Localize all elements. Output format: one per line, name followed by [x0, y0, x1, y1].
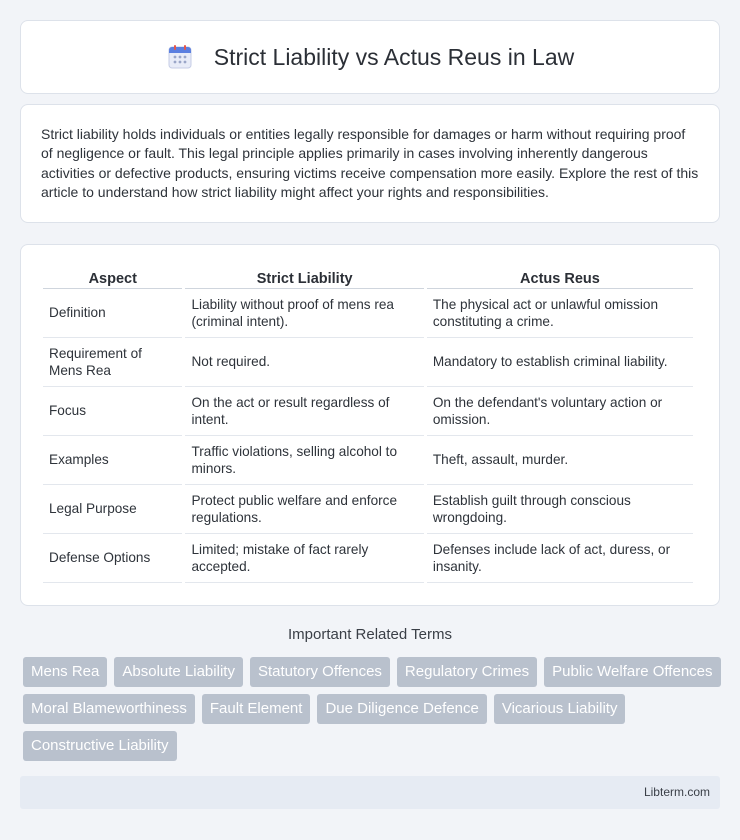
footer	[20, 776, 720, 809]
header-card	[20, 20, 720, 94]
row-strict-liability: Traffic violations, selling alcohol to minors.	[185, 436, 423, 485]
row-strict-liability: Limited; mistake of fact rarely accepted.	[185, 534, 423, 583]
header-actus-reus: Actus Reus	[427, 265, 693, 289]
term-tag[interactable]: Moral Blameworthiness	[23, 694, 195, 724]
term-tag[interactable]: Vicarious Liability	[494, 694, 626, 724]
term-tag[interactable]: Regulatory Crimes	[397, 657, 537, 687]
related-terms-title: Important Related Terms	[288, 626, 452, 643]
term-tag[interactable]: Statutory Offences	[250, 657, 390, 687]
table-row	[43, 485, 693, 534]
row-actus-reus: Defenses include lack of act, duress, or insanity.	[427, 534, 693, 583]
table-row	[43, 534, 693, 583]
table-header-row	[43, 265, 693, 289]
row-aspect: Legal Purpose	[43, 485, 182, 534]
row-aspect: Requirement of Mens Rea	[43, 338, 182, 387]
row-aspect: Focus	[43, 387, 182, 436]
row-actus-reus: The physical act or unlawful omission constituting a crime.	[427, 289, 693, 338]
row-aspect: Defense Options	[43, 534, 182, 583]
term-tag[interactable]: Public Welfare Offences	[544, 657, 720, 687]
row-strict-liability: Protect public welfare and enforce regulations.	[185, 485, 423, 534]
page-title: Strict Liability vs Actus Reus in Law	[213, 43, 575, 70]
row-actus-reus: On the defendant's voluntary action or omission.	[427, 387, 693, 436]
row-aspect: Definition	[43, 289, 182, 338]
row-strict-liability: Not required.	[185, 338, 423, 387]
calendar-icon	[166, 43, 194, 71]
table-row	[43, 338, 693, 387]
table-row	[43, 387, 693, 436]
related-terms-list	[23, 657, 723, 761]
term-tag[interactable]: Due Diligence Defence	[317, 694, 486, 724]
table-row	[43, 289, 693, 338]
row-aspect: Examples	[43, 436, 182, 485]
header-aspect: Aspect	[43, 265, 182, 289]
term-tag[interactable]: Mens Rea	[23, 657, 107, 687]
footer-site-link[interactable]: Libterm.com	[643, 785, 710, 799]
term-tag[interactable]: Fault Element	[202, 694, 311, 724]
term-tag[interactable]: Absolute Liability	[114, 657, 243, 687]
row-actus-reus: Theft, assault, murder.	[427, 436, 693, 485]
row-strict-liability: On the act or result regardless of intent.	[185, 387, 423, 436]
intro-card	[20, 104, 720, 223]
row-actus-reus: Mandatory to establish criminal liability.	[427, 338, 693, 387]
header-strict-liability: Strict Liability	[185, 265, 423, 289]
row-actus-reus: Establish guilt through conscious wrongdoing.	[427, 485, 693, 534]
intro-text: Strict liability holds individuals or entities legally responsible for damages or harm without requiring proof of negligence or fault. This legal principle applies primarily in cases involving inherently dangerous activities or defective products, ensuring victims receive compensation more easily. Explore the rest of this article to understand how strict liability might affect your rights and responsibilities.	[41, 126, 699, 200]
comparison-table-card	[20, 244, 720, 606]
row-strict-liability: Liability without proof of mens rea (criminal intent).	[185, 289, 423, 338]
term-tag[interactable]: Constructive Liability	[23, 731, 177, 761]
comparison-table	[40, 265, 696, 583]
table-row	[43, 436, 693, 485]
